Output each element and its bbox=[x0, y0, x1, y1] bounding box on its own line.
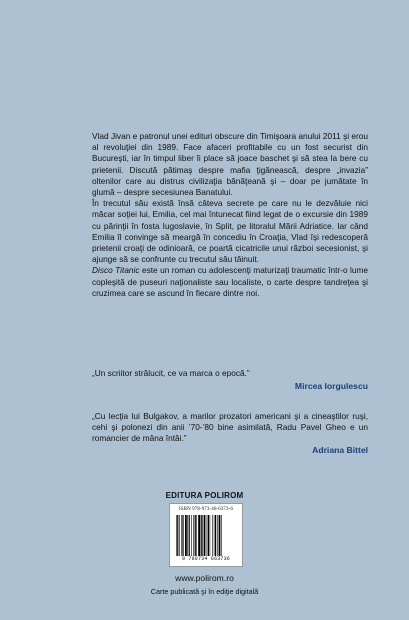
isbn-text: ISBN 978-973-46-6373-6 bbox=[178, 507, 233, 512]
blurb-paragraph-1: Vlad Jivan e patronul unei edituri obscure din Timişoara anului 2011 şi erou al revoluţiei din 1989. Face afaceri profitabile cu un fost securist din Bucureşti, iar în timpul liber îi place să joace baschet şi să stea la bere cu prietenii. Discută pătimaş despre mafia ţigănească, despre „invazia” oltenilor care au distrus civilizaţia bănăţeană şi – doar pe jumătate în glumă – despre secesiunea Banatului. bbox=[92, 131, 368, 198]
barcode-number: 9 789734 663736 bbox=[181, 556, 230, 562]
review-author-2: Adriana Bittel bbox=[312, 445, 368, 455]
book-title: Disco Titanic bbox=[92, 265, 140, 276]
publisher-name: EDITURA POLIROM bbox=[165, 491, 244, 500]
blurb-paragraph-2: În trecutul său există însă câteva secrete pe care nu le dezvăluie nici măcar soţiei lui, Emilia, cel mai întunecat fiind legat de o excursie din 1989 cu părinţii în fosta Iugoslavie, în Split, pe litoralul Mării Adriatice. Iar când Emilia îl convinge să meargă în concediu în Croaţia, Vlad îşi redescoperă prietenii croaţi de odinioară, ce poartă cicatricile unui război secesionist, şi ajunge să se confrunte cu trecutul său tăinuit. bbox=[92, 198, 368, 265]
review-quote-2: „Cu lecţia lui Bulgakov, a marilor prozatori americani şi a cineaştilor ruşi, cehi şi polonezi din anii ’70-’80 bine asimilată, Radu Pavel Gheo e un romancier de mâna întâi.” bbox=[92, 411, 368, 444]
blurb-paragraph-3-rest: este un roman cu adolescenţi maturizaţi traumatic într-o lume copleşită de puseuri naţionaliste sau localiste, o carte despre tandreţea şi cruzimea care se ascund în fiecare dintre noi. bbox=[92, 265, 368, 298]
blurb-paragraph-3 bbox=[92, 265, 368, 299]
barcode-bars bbox=[176, 515, 236, 556]
digital-edition-note: Carte publicată şi în ediţie digitală bbox=[150, 587, 259, 596]
isbn-barcode bbox=[169, 503, 243, 567]
publisher-website[interactable]: www.polirom.ro bbox=[175, 573, 234, 583]
review-author-1: Mircea Iorgulescu bbox=[294, 381, 368, 391]
blurb-text bbox=[92, 131, 368, 299]
review-quote-1: „Un scriitor strălucit, ce va marca o epocă.” bbox=[92, 368, 250, 378]
